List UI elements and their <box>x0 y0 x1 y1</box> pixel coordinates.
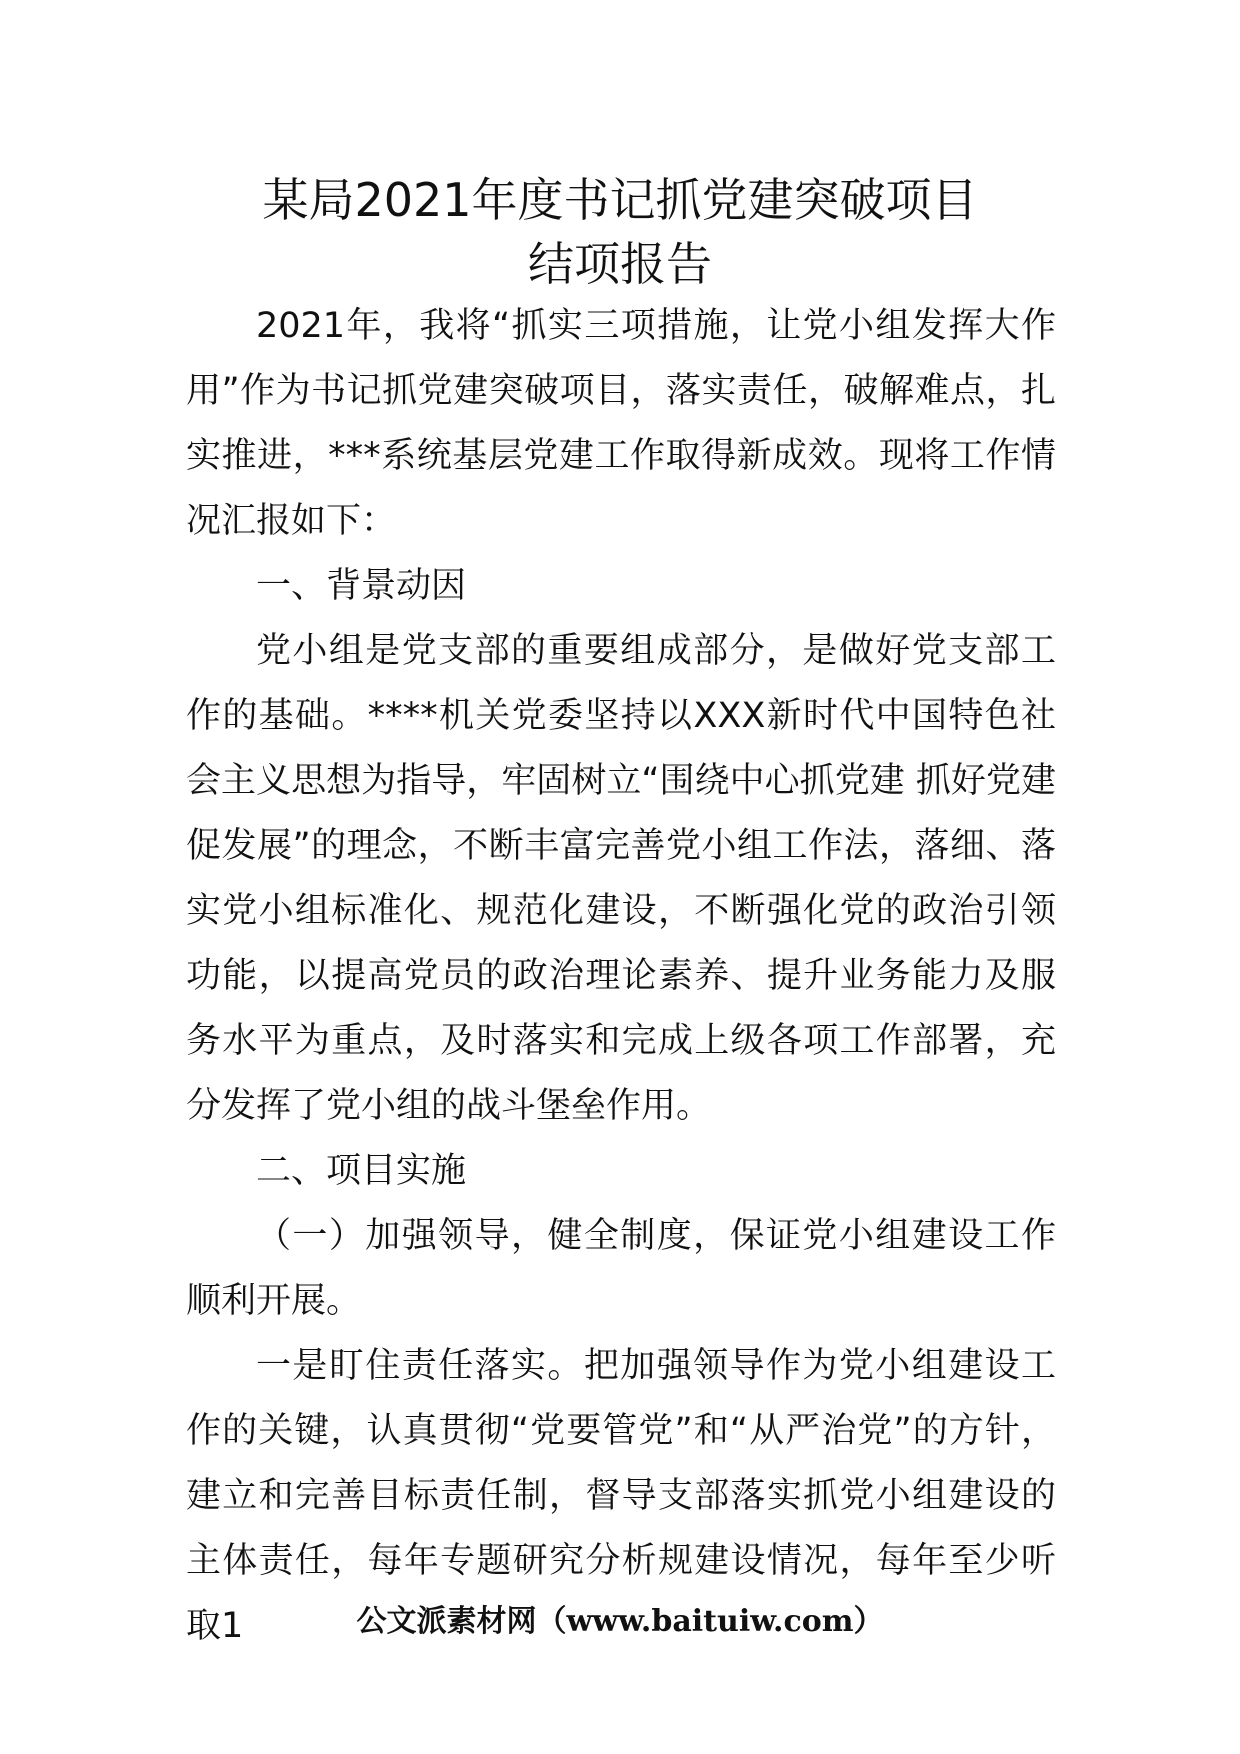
document-title-line1: 某局2021年度书记抓党建突破项目 <box>262 173 978 227</box>
section-heading-background: 一、背景动因 <box>256 566 467 606</box>
footer-watermark: 公文派素材网（www.baituiw.com） <box>356 1604 884 1639</box>
document-title-line2: 结项报告 <box>528 237 712 291</box>
section-heading-implementation: 二、项目实施 <box>256 1151 467 1191</box>
paragraph-background: 党小组是党支部的重要组成部分，是做好党支部工作的基础。****机关党委坚持以XXX新时代中国特色社会主义思想为指导，牢固树立“围绕中心抓党建 抓好党建促发展”的理念，不断丰富完善党小组工作法，落细、落实党小组标准化、规范化建设，不断强化党的政治引领功能，以提高党员的政治理论素养、提升业务能力及服务水平为重点，及时落实和完成上级各项工作部署，充分发挥了党小组的战斗堡垒作用。 <box>186 631 1056 1126</box>
subsection-heading-leadership: （一）加强领导，健全制度，保证党小组建设工作顺利开展。 <box>186 1216 1056 1321</box>
paragraph-intro: 2021年，我将“抓实三项措施，让党小组发挥大作用”作为书记抓党建突破项目，落实责任，破解难点，扎实推进，***系统基层党建工作取得新成效。现将工作情况汇报如下： <box>186 306 1056 541</box>
paragraph-responsibility: 一是盯住责任落实。把加强领导作为党小组建设工作的关键，认真贯彻“党要管党”和“从严治党”的方针，建立和完善目标责任制，督导支部落实抓党小组建设的主体责任，每年专题研究分析规建设情况，每年至少听取1 <box>186 1346 1056 1646</box>
document-body <box>186 294 1056 1659</box>
